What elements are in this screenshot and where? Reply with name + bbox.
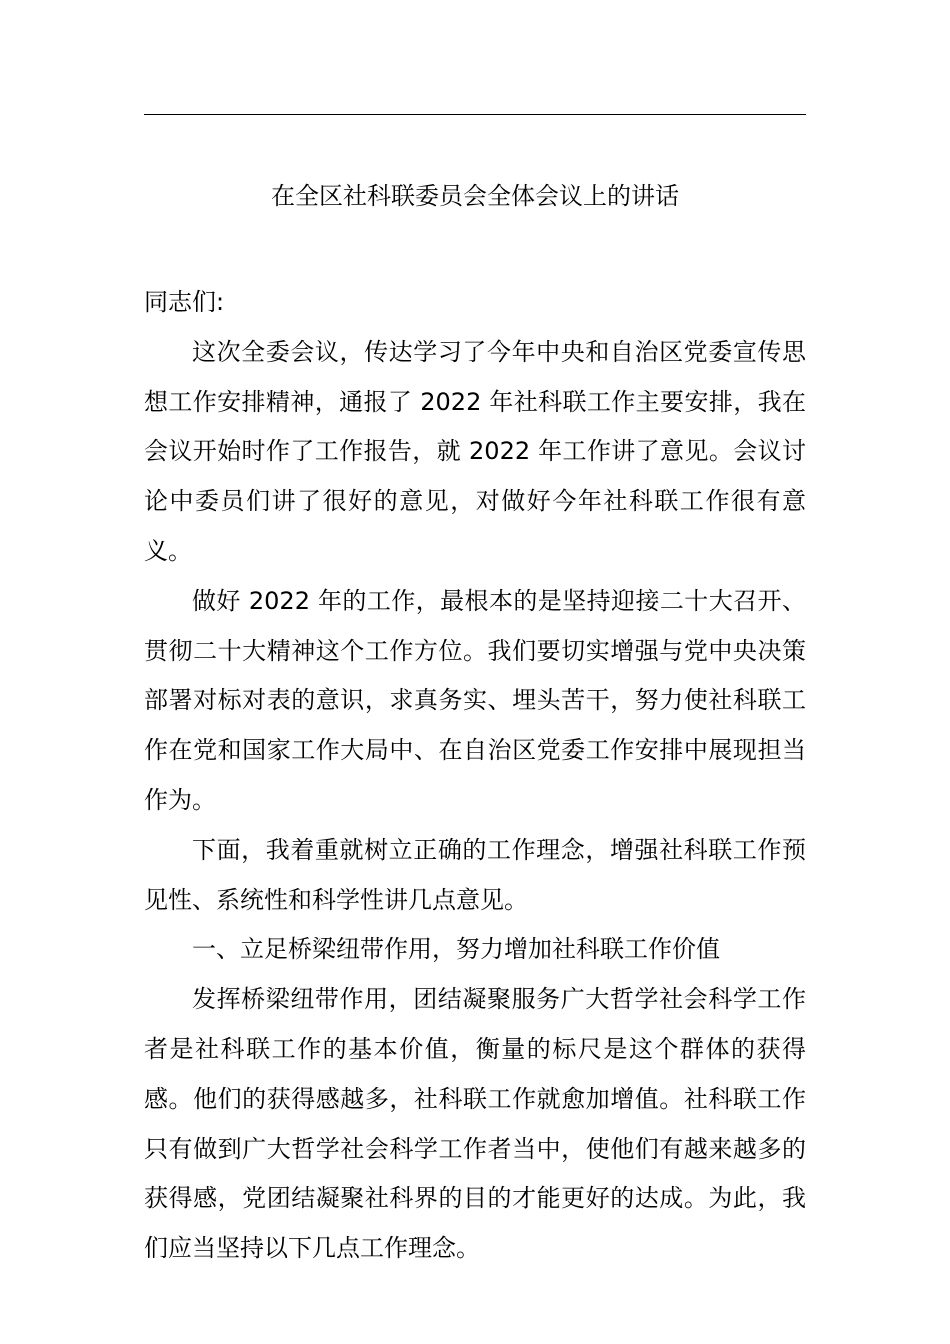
document-title: 在全区社科联委员会全体会议上的讲话 <box>271 182 679 210</box>
section-paragraph-1: 发挥桥梁纽带作用，团结凝聚服务广大哲学社会科学工作者是社科联工作的基本价值，衡量的标尺是这个群体的获得感。他们的获得感越多，社科联工作就愈加增值。社科联工作只有做到广大哲学社会科学工作者当中，使他们有越来越多的获得感，党团结凝聚社科界的目的才能更好的达成。为此，我们应当坚持以下几点工作理念。 <box>144 985 806 1263</box>
document-body <box>144 278 806 1274</box>
header-rule <box>144 114 806 115</box>
paragraph-1: 这次全委会议，传达学习了今年中央和自治区党委宣传思想工作安排精神，通报了 2022 年社科联工作主要安排，我在会议开始时作了工作报告，就 2022 年工作讲了意见。会议讨论中委员们讲了很好的意见，对做好今年社科联工作很有意义。 <box>144 337 806 565</box>
paragraph-3: 下面，我着重就树立正确的工作理念，增强社科联工作预见性、系统性和科学性讲几点意见。 <box>144 835 806 914</box>
paragraph-2: 做好 2022 年的工作，最根本的是坚持迎接二十大召开、贯彻二十大精神这个工作方位。我们要切实增强与党中央决策部署对标对表的意识，求真务实、埋头苦干，努力使社科联工作在党和国家工作大局中、在自治区党委工作安排中展现担当作为。 <box>144 586 806 814</box>
section-heading: 一、立足桥梁纽带作用，努力增加社科联工作价值 <box>192 935 720 964</box>
salutation: 同志们: <box>144 288 225 316</box>
